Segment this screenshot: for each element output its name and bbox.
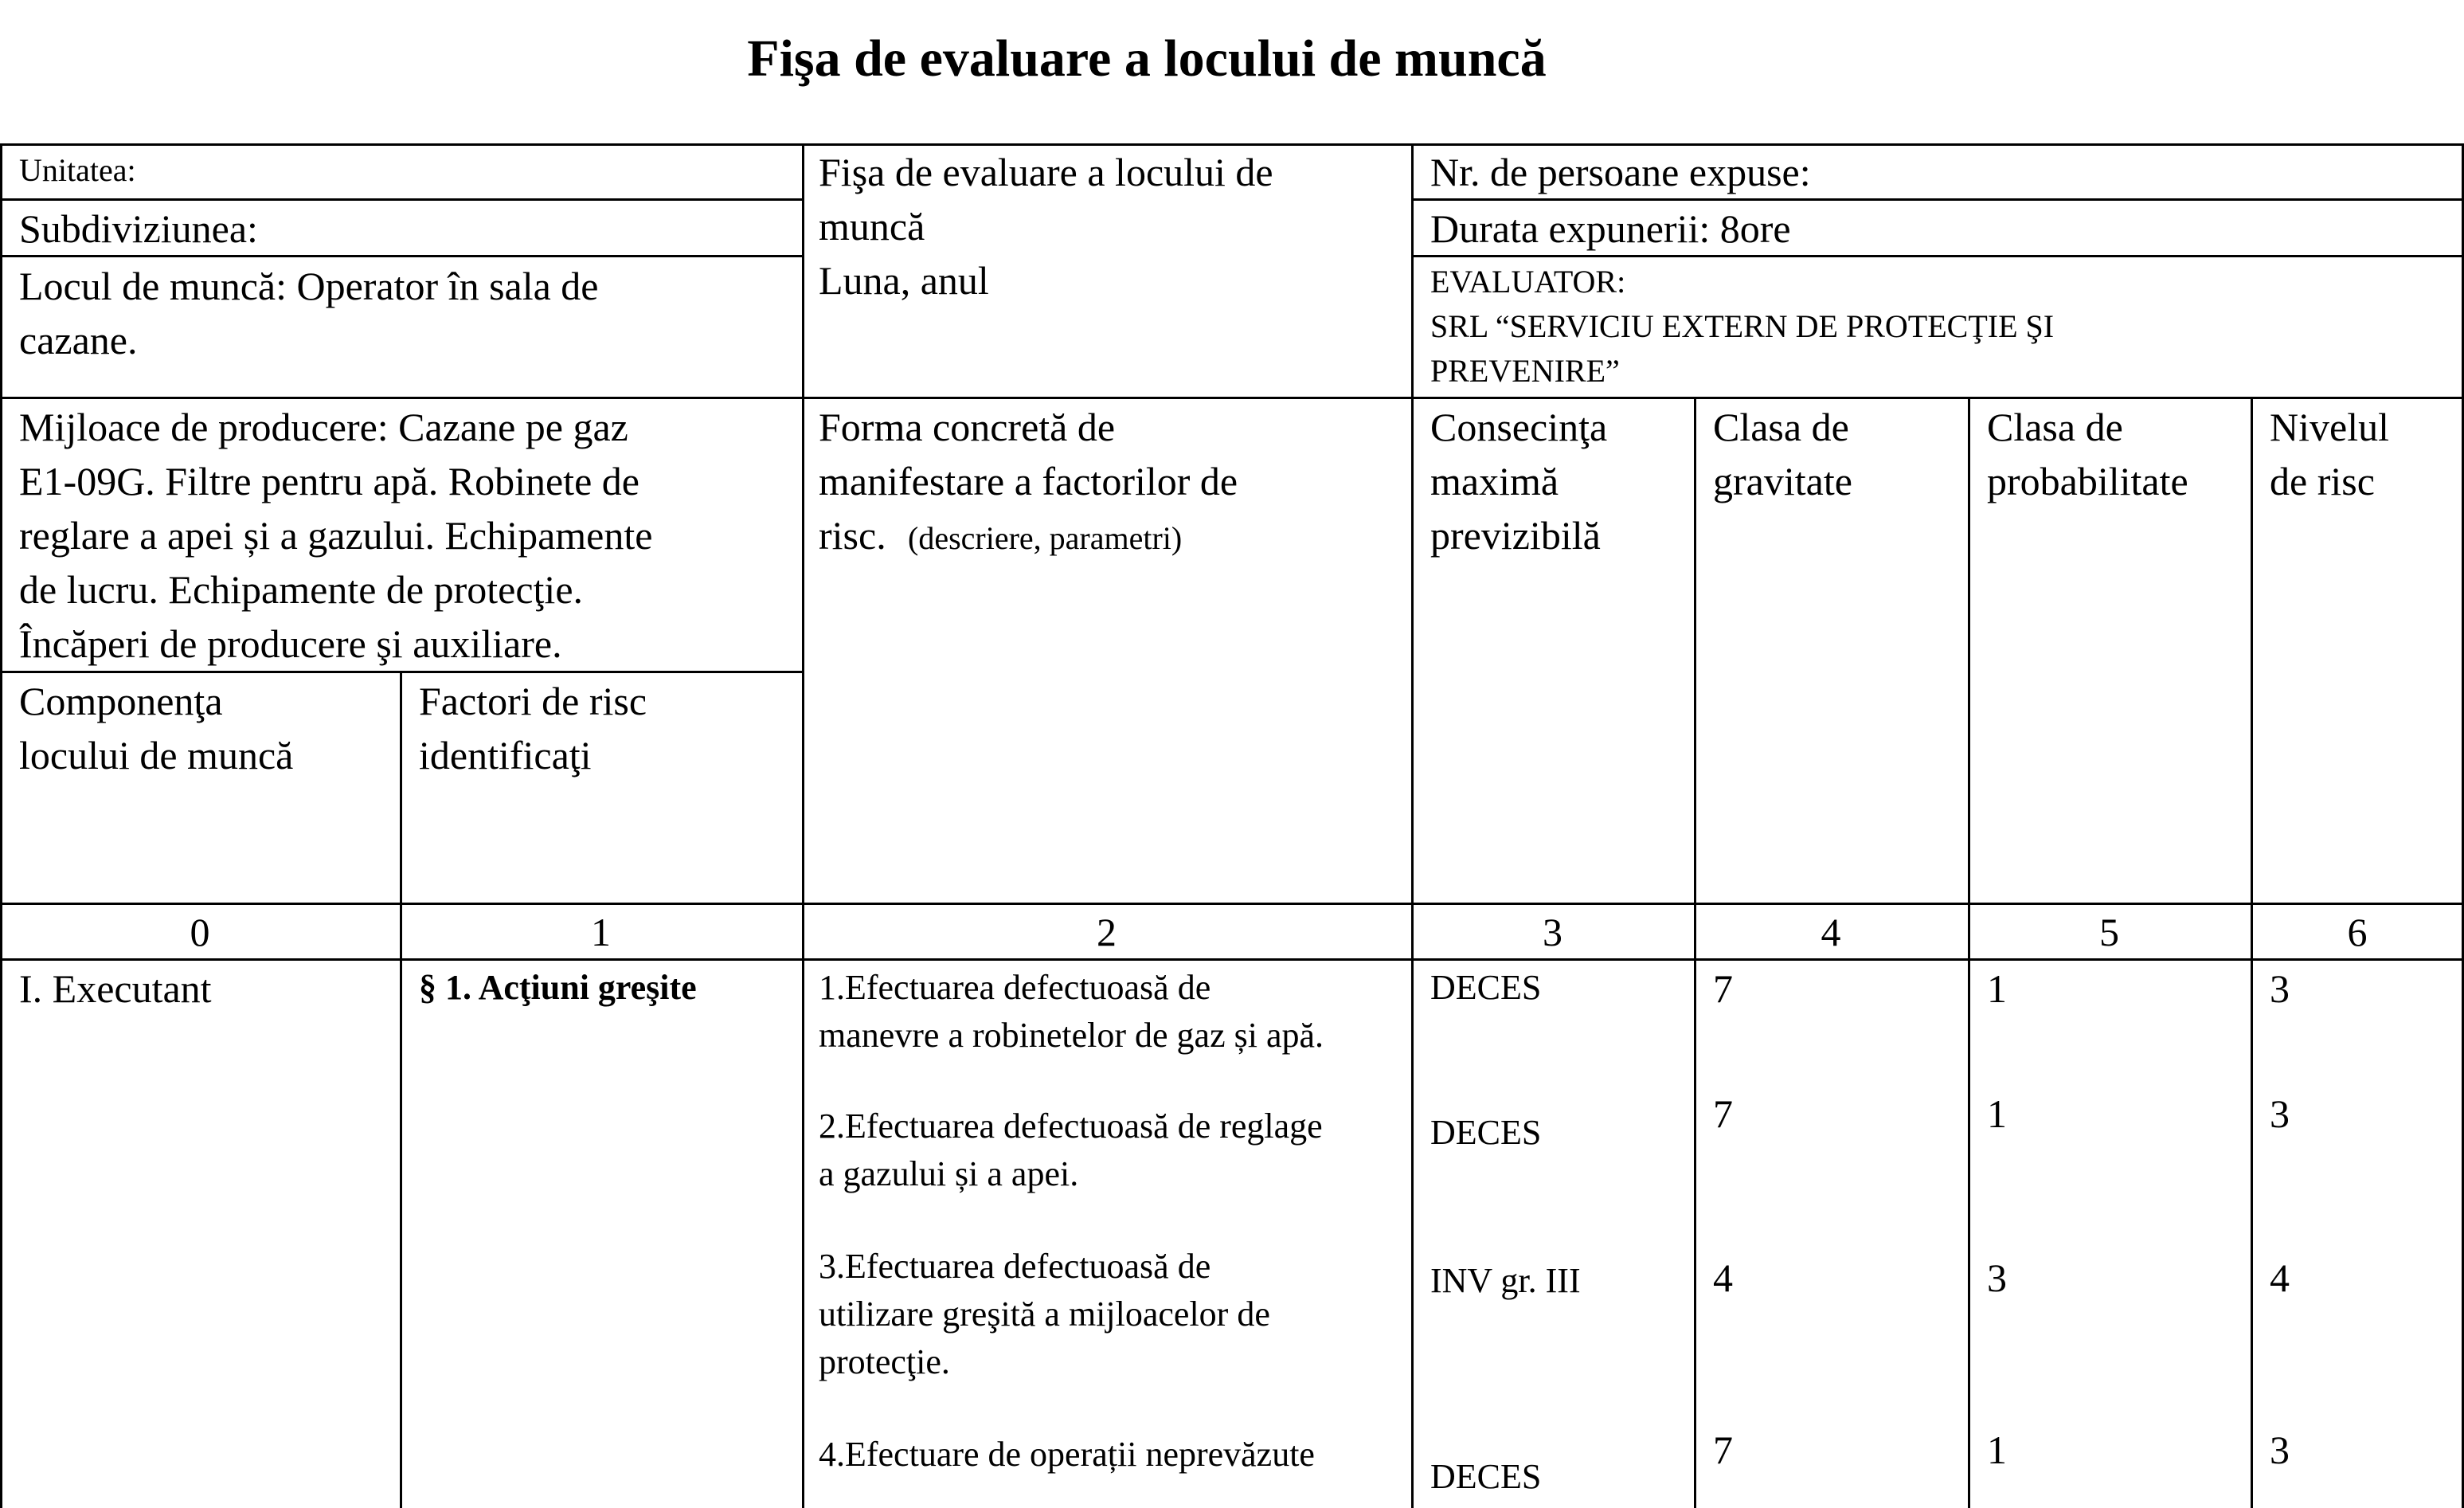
risk-row-probabilitate: 3 bbox=[1987, 1255, 2007, 1300]
risk-row-consecinta: DECES bbox=[1430, 1113, 1542, 1152]
risk-row-forma: 1.Efectuarea defectuoasă de manevre a robinetelor de gaz și apă. bbox=[819, 968, 1324, 1055]
component-executant: I. Executant bbox=[19, 966, 212, 1011]
locul-de-munca: Locul de muncă: Operator în sala de cazane. bbox=[19, 264, 599, 362]
risk-row-gravitate: 4 bbox=[1713, 1255, 1733, 1300]
table-line bbox=[400, 671, 402, 1508]
risk-row-nivel: 3 bbox=[2270, 1091, 2290, 1136]
risk-row-nivel: 4 bbox=[2270, 1255, 2290, 1300]
document-title: Fişa de evaluare a locului de muncă bbox=[747, 29, 1547, 88]
risk-row-nivel: 3 bbox=[2270, 1428, 2290, 1472]
gravitate-header: Clasa de gravitate bbox=[1713, 405, 1852, 503]
evaluator-name: SRL “SERVICIU EXTERN DE PROTECŢIE ŞI PREVENIRE” bbox=[1430, 308, 2055, 389]
risk-row-gravitate: 7 bbox=[1713, 1428, 1733, 1472]
nr-persoane-expuse: Nr. de persoane expuse: bbox=[1430, 150, 1811, 194]
risk-row-forma: 4.Efectuare de operații neprevăzute bbox=[819, 1435, 1315, 1474]
risk-row-consecinta: DECES bbox=[1430, 1457, 1542, 1496]
table-border-left bbox=[0, 143, 2, 1508]
durata-expunerii: Durata expunerii: 8ore bbox=[1430, 206, 1791, 251]
unitatea-label: Unitatea: bbox=[19, 152, 136, 188]
risk-row-nivel: 3 bbox=[2270, 966, 2290, 1011]
column-number: 1 bbox=[591, 910, 611, 954]
column-number: 3 bbox=[1543, 910, 1562, 954]
column-number: 5 bbox=[2099, 910, 2119, 954]
consecinta-header: Consecinţa maximă previzibilă bbox=[1430, 405, 1608, 558]
risk-row-forma: 3.Efectuarea defectuoasă de utilizare greşită a mijloacelor de protecţie. bbox=[819, 1247, 1270, 1381]
mijloace-de-producere: Mijloace de producere: Cazane pe gaz E1-09G. Filtre pentru apă. Robinete de reglare a apei și a gazului. Echipamente de lucru. Echipamente de protecţie. Încăperi de producere şi auxiliare. bbox=[19, 405, 653, 666]
table-line bbox=[0, 397, 2464, 399]
column-number: 6 bbox=[2347, 910, 2368, 954]
risk-row-gravitate: 7 bbox=[1713, 1091, 1733, 1136]
risk-row-consecinta: DECES bbox=[1430, 968, 1542, 1007]
risk-row-gravitate: 7 bbox=[1713, 966, 1733, 1011]
factor-actiuni-gresite: § 1. Acţiuni greşite bbox=[419, 968, 697, 1007]
risk-row-forma: 2.Efectuarea defectuoasă de reglage a gazului și a apei. bbox=[819, 1107, 1323, 1193]
fisa-luna-anul: Fişa de evaluare a locului de muncă Luna, anul bbox=[819, 150, 1273, 303]
table-line bbox=[802, 143, 804, 1508]
column-number: 2 bbox=[1097, 910, 1117, 954]
risk-row-consecinta: INV gr. III bbox=[1430, 1261, 1581, 1300]
column-number: 4 bbox=[1821, 910, 1841, 954]
evaluator-label: EVALUATOR: bbox=[1430, 264, 1626, 300]
table-line bbox=[1411, 143, 1414, 1508]
forma-concreta-note: (descriere, parametri) bbox=[908, 520, 1183, 556]
risk-row-probabilitate: 1 bbox=[1987, 1091, 2007, 1136]
table-line bbox=[0, 198, 802, 201]
nivel-header: Nivelul de risc bbox=[2270, 405, 2389, 503]
subdiviziunea-label: Subdiviziunea: bbox=[19, 206, 258, 251]
componenta-header: Componenţa locului de muncă bbox=[19, 679, 294, 778]
risk-row-probabilitate: 1 bbox=[1987, 966, 2007, 1011]
factori-de-risc-header: Factori de risc identificaţi bbox=[419, 679, 647, 778]
column-number: 0 bbox=[190, 910, 210, 954]
probabilitate-header: Clasa de probabilitate bbox=[1987, 405, 2188, 503]
forma-concreta-header: Forma concretă de manifestare a factorilor de risc. bbox=[819, 405, 1238, 558]
risk-row-probabilitate: 1 bbox=[1987, 1428, 2007, 1472]
